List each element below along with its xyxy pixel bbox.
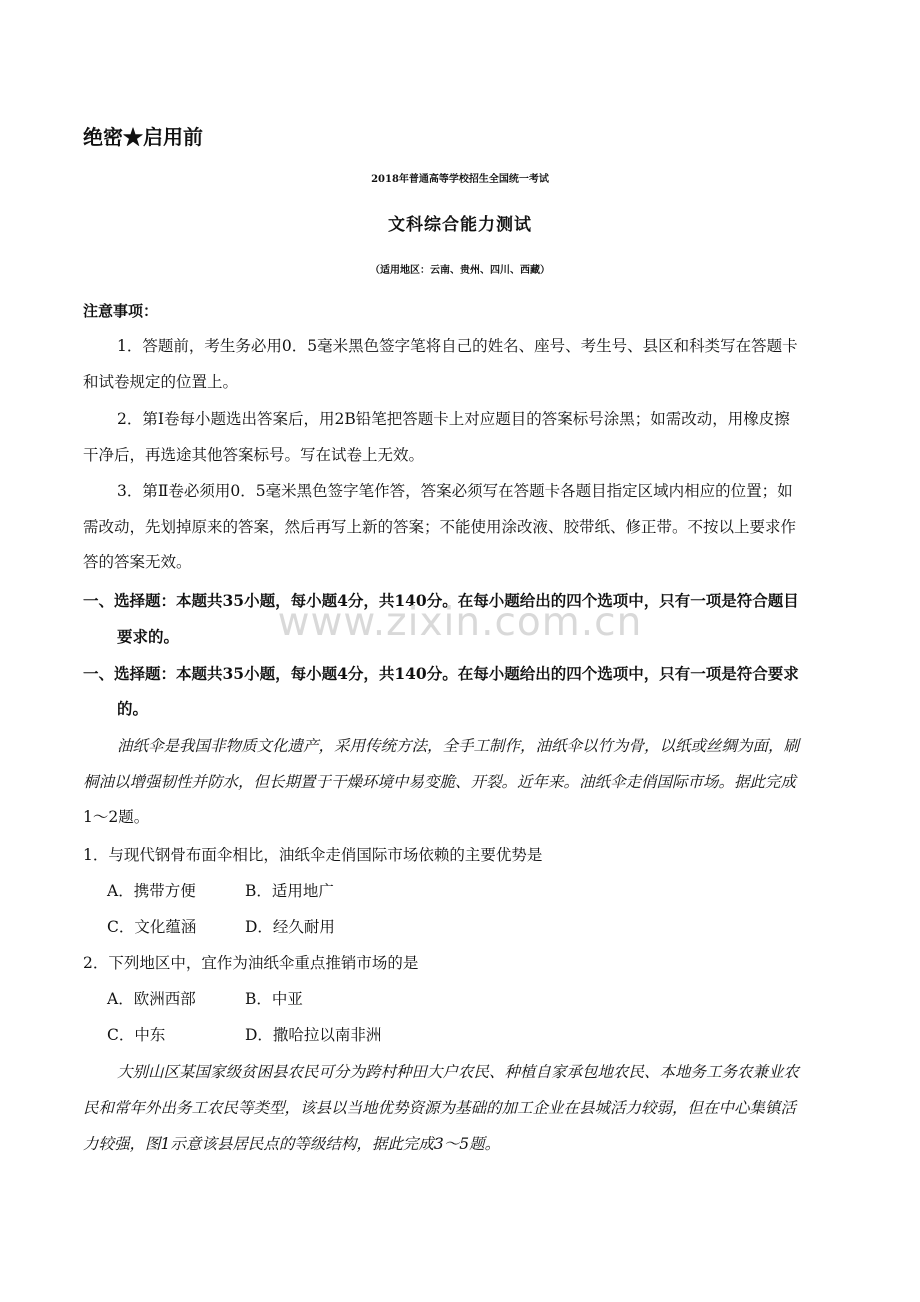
question-2-stem: 2．下列地区中，宜作为油纸伞重点推销市场的是: [83, 954, 419, 972]
question-2-option-a: A．欧洲西部: [107, 990, 196, 1008]
section-heading-a: 一、选择题：本题共35小题，每小题4分，共140分。在每小题给出的四个选项中，只有一项是符合题目: [83, 591, 799, 610]
passage-2-line-3: 力较强，图1示意该县居民点的等级结构，据此完成3～5题。: [83, 1135, 501, 1153]
notice-item-1-cont: 和试卷规定的位置上。: [83, 373, 239, 391]
exam-title: 2018年普通高等学校招生全国统一考试: [371, 174, 549, 185]
notice-heading: 注意事项：: [83, 302, 159, 320]
passage-2-line-1: 大别山区某国家级贫困县农民可分为跨村种田大户农民、种植自家承包地农民、本地务工务农兼业农: [117, 1063, 800, 1081]
section-heading-a-cont: 要求的。: [117, 627, 180, 646]
watermark: www.zixin.com.cn: [277, 600, 643, 645]
confidential-label: 绝密★启用前: [83, 125, 203, 149]
question-1-option-a: A．携带方便: [107, 882, 196, 900]
notice-item-2: 2．第Ⅰ卷每小题选出答案后，用2B铅笔把答题卡上对应题目的答案标号涂黑；如需改动，用橡皮擦: [117, 410, 790, 428]
applicable-regions: （适用地区：云南、贵州、四川、西藏）: [370, 265, 550, 276]
notice-item-2-cont: 干净后，再选途其他答案标号。写在试卷上无效。: [83, 446, 425, 464]
notice-item-1: 1．答题前，考生务必用0．5毫米黑色签字笔将自己的姓名、座号、考生号、县区和科类写在答题卡: [117, 337, 798, 355]
question-2-option-d: D．撒哈拉以南非洲: [245, 1026, 382, 1044]
question-2-option-b: B．中亚: [245, 990, 303, 1008]
notice-item-3-cont2: 答的答案无效。: [83, 553, 192, 571]
section-heading-b-cont: 的。: [117, 699, 149, 718]
notice-item-3: 3．第Ⅱ卷必须用0．5毫米黑色签字笔作答，答案必须写在答题卡各题目指定区域内相应的位置；如: [117, 482, 793, 500]
question-1-option-b: B．适用地广: [245, 882, 334, 900]
passage-1-line-1: 油纸伞是我国非物质文化遗产，采用传统方法，全手工制作，油纸伞以竹为骨，以纸或丝绸为面，刷: [117, 737, 800, 755]
section-heading-b: 一、选择题：本题共35小题，每小题4分，共140分。在每小题给出的四个选项中，只有一项是符合要求: [83, 664, 799, 683]
notice-item-3-cont: 需改动，先划掉原来的答案，然后再写上新的答案；不能使用涂改液、胶带纸、修正带。不按以上要求作: [83, 518, 797, 536]
passage-1-line-2: 桐油以增强韧性并防水，但长期置于干燥环境中易变脆、开裂。近年来。油纸伞走俏国际市场。据此完成: [83, 773, 797, 791]
question-2-option-c: C．中东: [107, 1026, 166, 1044]
question-1-stem: 1．与现代钢骨布面伞相比，油纸伞走俏国际市场依赖的主要优势是: [83, 846, 543, 864]
question-1-option-c: C．文化蕴涵: [107, 918, 197, 936]
question-1-option-d: D．经久耐用: [245, 918, 335, 936]
subject-title: 文科综合能力测试: [388, 215, 532, 235]
passage-2-line-2: 民和常年外出务工农民等类型，该县以当地优势资源为基础的加工企业在县城活力较弱，但在中心集镇活: [83, 1099, 797, 1117]
passage-1-line-3: 1～2题。: [83, 808, 150, 826]
